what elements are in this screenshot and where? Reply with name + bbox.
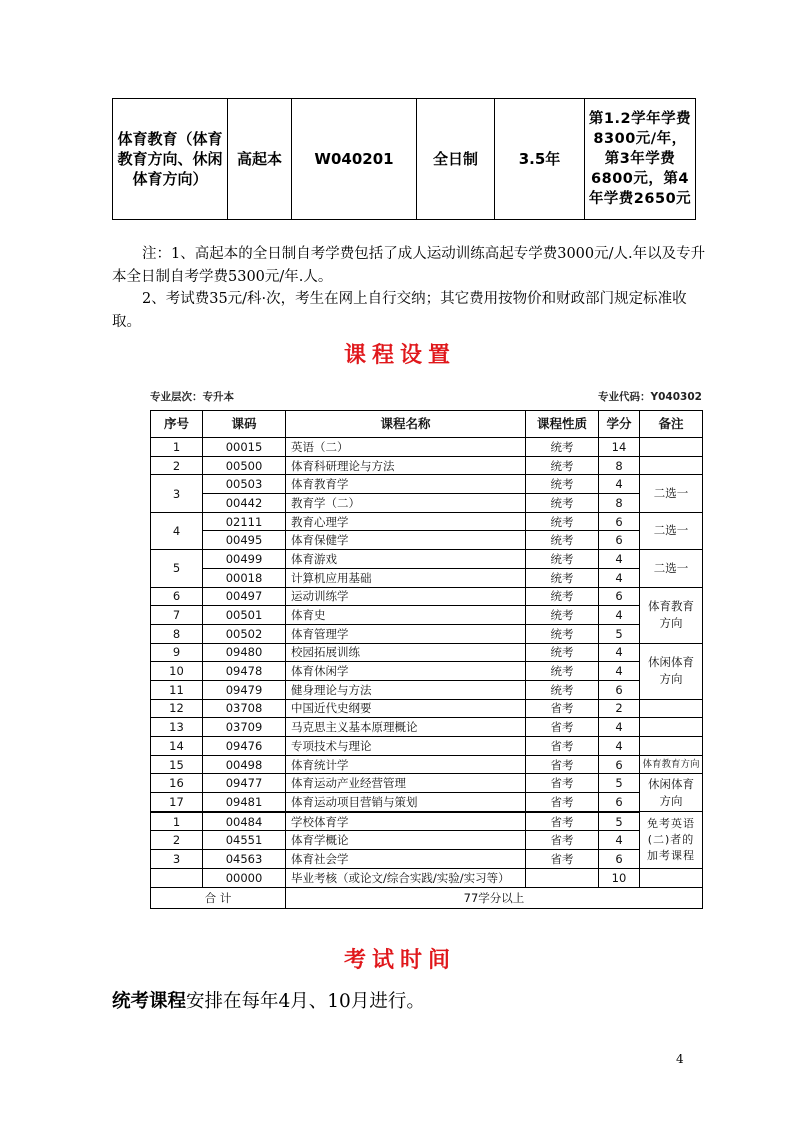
row-credit: 4	[599, 643, 640, 662]
row-credit: 6	[599, 512, 640, 531]
row-no: 15	[151, 755, 203, 774]
fee-table	[112, 98, 696, 220]
row-name: 体育休闲学	[286, 662, 526, 681]
row-type: 省考	[526, 774, 599, 793]
row-name: 学校体育学	[286, 812, 526, 831]
row-no: 1	[151, 812, 203, 831]
exam-section-title: 考试时间	[343, 948, 456, 973]
row-credit: 4	[599, 831, 640, 850]
row-type: 统考	[526, 550, 599, 569]
row-type: 统考	[526, 512, 599, 531]
row-no: 7	[151, 606, 203, 625]
row-name: 体育管理学	[286, 624, 526, 643]
row-code: 09479	[203, 680, 286, 699]
row-code: 03708	[203, 699, 286, 718]
row-credit: 6	[599, 755, 640, 774]
row-credit: 8	[599, 456, 640, 475]
mode-cell: 全日制	[417, 99, 495, 220]
page-number: 4	[676, 1052, 684, 1066]
row-name: 健身理论与方法	[286, 680, 526, 699]
remark-leisure: 休闲体育方向	[640, 643, 703, 699]
row-credit: 5	[599, 624, 640, 643]
row-type: 省考	[526, 699, 599, 718]
row-code: 00499	[203, 550, 286, 569]
remark-pe-teaching: 体育教育方向	[640, 587, 703, 643]
row-no: 9	[151, 643, 203, 662]
row-type: 省考	[526, 737, 599, 756]
row-code: 03709	[203, 718, 286, 737]
row-type: 省考	[526, 755, 599, 774]
row-credit: 4	[599, 475, 640, 494]
row-credit: 6	[599, 587, 640, 606]
table-row	[151, 475, 703, 494]
table-row	[151, 512, 703, 531]
row-remark	[640, 438, 703, 457]
header-name: 课程名称	[286, 411, 526, 438]
table-row	[151, 550, 703, 569]
note-line-2: 2、考试费35元/科·次，考生在网上自行交纳；其它费用按物价和财政部门规定标准收取。	[112, 291, 687, 330]
exam-lead: 统考课程	[112, 991, 187, 1012]
table-row	[151, 699, 703, 718]
major-cell: 体育教育（体育教育方向、休闲体育方向）	[113, 99, 228, 220]
row-type: 统考	[526, 438, 599, 457]
row-name: 马克思主义基本原理概论	[286, 718, 526, 737]
row-code: 00502	[203, 624, 286, 643]
exam-rest: 安排在每年4月、10月进行。	[186, 991, 425, 1012]
table-row	[151, 531, 703, 550]
row-name: 体育学概论	[286, 831, 526, 850]
total-row	[151, 887, 703, 908]
row-credit: 2	[599, 699, 640, 718]
notes	[112, 243, 712, 333]
note-line-1: 注：1、高起本的全日制自考学费包括了成人运动训练高起专学费3000元/人.年以及专升本全日制自考学费5300元/年.人。	[112, 246, 706, 285]
table-row	[151, 568, 703, 587]
row-name: 体育史	[286, 606, 526, 625]
header-credit: 学分	[599, 411, 640, 438]
course-table	[150, 410, 703, 909]
row-code: 09476	[203, 737, 286, 756]
row-name: 体育运动项目营销与策划	[286, 793, 526, 812]
row-credit: 6	[599, 850, 640, 869]
level-cell: 高起本	[228, 99, 292, 220]
header-remark: 备注	[640, 411, 703, 438]
table-row	[151, 680, 703, 699]
remark-pe-teaching-small: 体育教育方向	[640, 755, 703, 774]
row-type: 省考	[526, 718, 599, 737]
table-row	[151, 718, 703, 737]
row-name: 体育游戏	[286, 550, 526, 569]
row-no: 5	[151, 550, 203, 587]
row-credit: 4	[599, 662, 640, 681]
row-name: 教育心理学	[286, 512, 526, 531]
row-no: 13	[151, 718, 203, 737]
remark-choose-one: 二选一	[640, 475, 703, 512]
row-name: 体育教育学	[286, 475, 526, 494]
table-row	[151, 850, 703, 869]
row-name: 运动训练学	[286, 587, 526, 606]
table-row	[151, 456, 703, 475]
row-type: 统考	[526, 643, 599, 662]
row-no: 8	[151, 624, 203, 643]
table-row	[151, 774, 703, 793]
table-row	[151, 624, 703, 643]
header-type: 课程性质	[526, 411, 599, 438]
row-type: 统考	[526, 475, 599, 494]
row-credit: 4	[599, 606, 640, 625]
row-no: 6	[151, 587, 203, 606]
row-type: 统考	[526, 494, 599, 513]
total-label: 合 计	[151, 887, 286, 908]
table-row	[151, 606, 703, 625]
row-no: 10	[151, 662, 203, 681]
row-credit: 6	[599, 680, 640, 699]
row-type: 统考	[526, 568, 599, 587]
row-credit: 6	[599, 531, 640, 550]
total-value: 77学分以上	[286, 887, 703, 908]
table-row	[151, 868, 703, 887]
row-code: 04563	[203, 850, 286, 869]
row-code: 00000	[203, 868, 286, 887]
row-name: 体育运动产业经营管理	[286, 774, 526, 793]
row-name: 体育统计学	[286, 755, 526, 774]
row-credit: 4	[599, 737, 640, 756]
row-name: 教育学（二）	[286, 494, 526, 513]
remark-leisure: 休闲体育方向	[640, 774, 703, 812]
course-section-title: 课程设置	[343, 343, 456, 368]
row-name: 英语（二）	[286, 438, 526, 457]
table-row	[151, 587, 703, 606]
row-type: 统考	[526, 680, 599, 699]
header-no: 序号	[151, 411, 203, 438]
table-row	[151, 793, 703, 812]
row-code: 00484	[203, 812, 286, 831]
row-no: 12	[151, 699, 203, 718]
row-type: 统考	[526, 606, 599, 625]
row-credit: 4	[599, 550, 640, 569]
row-remark	[640, 868, 703, 887]
row-name: 中国近代史纲要	[286, 699, 526, 718]
row-type: 省考	[526, 831, 599, 850]
years-cell: 3.5年	[495, 99, 585, 220]
table-row	[151, 737, 703, 756]
table-row	[151, 755, 703, 774]
row-credit: 10	[599, 868, 640, 887]
row-no: 14	[151, 737, 203, 756]
row-code: 00503	[203, 475, 286, 494]
row-remark	[640, 456, 703, 475]
row-no: 1	[151, 438, 203, 457]
code-cell: W040201	[292, 99, 417, 220]
row-no: 11	[151, 680, 203, 699]
row-code: 00495	[203, 531, 286, 550]
row-type: 省考	[526, 793, 599, 812]
fee-row	[113, 99, 696, 220]
header-row	[151, 411, 703, 438]
row-code: 00500	[203, 456, 286, 475]
row-code: 00498	[203, 755, 286, 774]
row-no: 2	[151, 831, 203, 850]
level-label: 专业层次：专升本	[150, 391, 234, 403]
row-no: 3	[151, 475, 203, 512]
row-no: 3	[151, 850, 203, 869]
remark-exempt: 免考英语(二)者的加考课程	[640, 812, 703, 869]
remark-choose-one: 二选一	[640, 512, 703, 549]
row-no: 16	[151, 774, 203, 793]
row-type: 统考	[526, 587, 599, 606]
remark-choose-one: 二选一	[640, 550, 703, 587]
row-name: 校园拓展训练	[286, 643, 526, 662]
table-row	[151, 812, 703, 831]
table-row	[151, 662, 703, 681]
row-type: 统考	[526, 531, 599, 550]
row-code: 00501	[203, 606, 286, 625]
code-label: 专业代码：Y040302	[598, 391, 702, 403]
exam-line	[112, 987, 425, 1013]
row-type: 统考	[526, 624, 599, 643]
row-remark	[640, 718, 703, 737]
row-no	[151, 868, 203, 887]
row-credit: 4	[599, 718, 640, 737]
row-code: 00442	[203, 494, 286, 513]
table-row	[151, 643, 703, 662]
row-code: 09477	[203, 774, 286, 793]
row-no: 17	[151, 793, 203, 812]
row-type: 省考	[526, 850, 599, 869]
row-credit: 14	[599, 438, 640, 457]
table-row	[151, 831, 703, 850]
row-credit: 6	[599, 793, 640, 812]
row-code: 00018	[203, 568, 286, 587]
table-row	[151, 438, 703, 457]
row-no: 2	[151, 456, 203, 475]
row-type: 统考	[526, 662, 599, 681]
row-credit: 4	[599, 568, 640, 587]
row-code: 00497	[203, 587, 286, 606]
row-name: 体育保健学	[286, 531, 526, 550]
row-credit: 8	[599, 494, 640, 513]
header-code: 课码	[203, 411, 286, 438]
table-row	[151, 494, 703, 513]
row-type: 省考	[526, 812, 599, 831]
row-name: 专项技术与理论	[286, 737, 526, 756]
row-remark	[640, 737, 703, 756]
row-remark	[640, 699, 703, 718]
row-code: 09480	[203, 643, 286, 662]
row-code: 00015	[203, 438, 286, 457]
row-name: 体育社会学	[286, 850, 526, 869]
row-code: 04551	[203, 831, 286, 850]
row-credit: 5	[599, 774, 640, 793]
row-name: 体育科研理论与方法	[286, 456, 526, 475]
row-type	[526, 868, 599, 887]
row-code: 02111	[203, 512, 286, 531]
row-code: 09481	[203, 793, 286, 812]
row-name: 计算机应用基础	[286, 568, 526, 587]
row-code: 09478	[203, 662, 286, 681]
row-no: 4	[151, 512, 203, 549]
row-credit: 5	[599, 812, 640, 831]
row-type: 统考	[526, 456, 599, 475]
row-name: 毕业考核（或论文/综合实践/实验/实习等）	[286, 868, 526, 887]
fee-cell: 第1.2学年学费8300元/年，第3年学费6800元，第4年学费2650元	[585, 99, 696, 220]
